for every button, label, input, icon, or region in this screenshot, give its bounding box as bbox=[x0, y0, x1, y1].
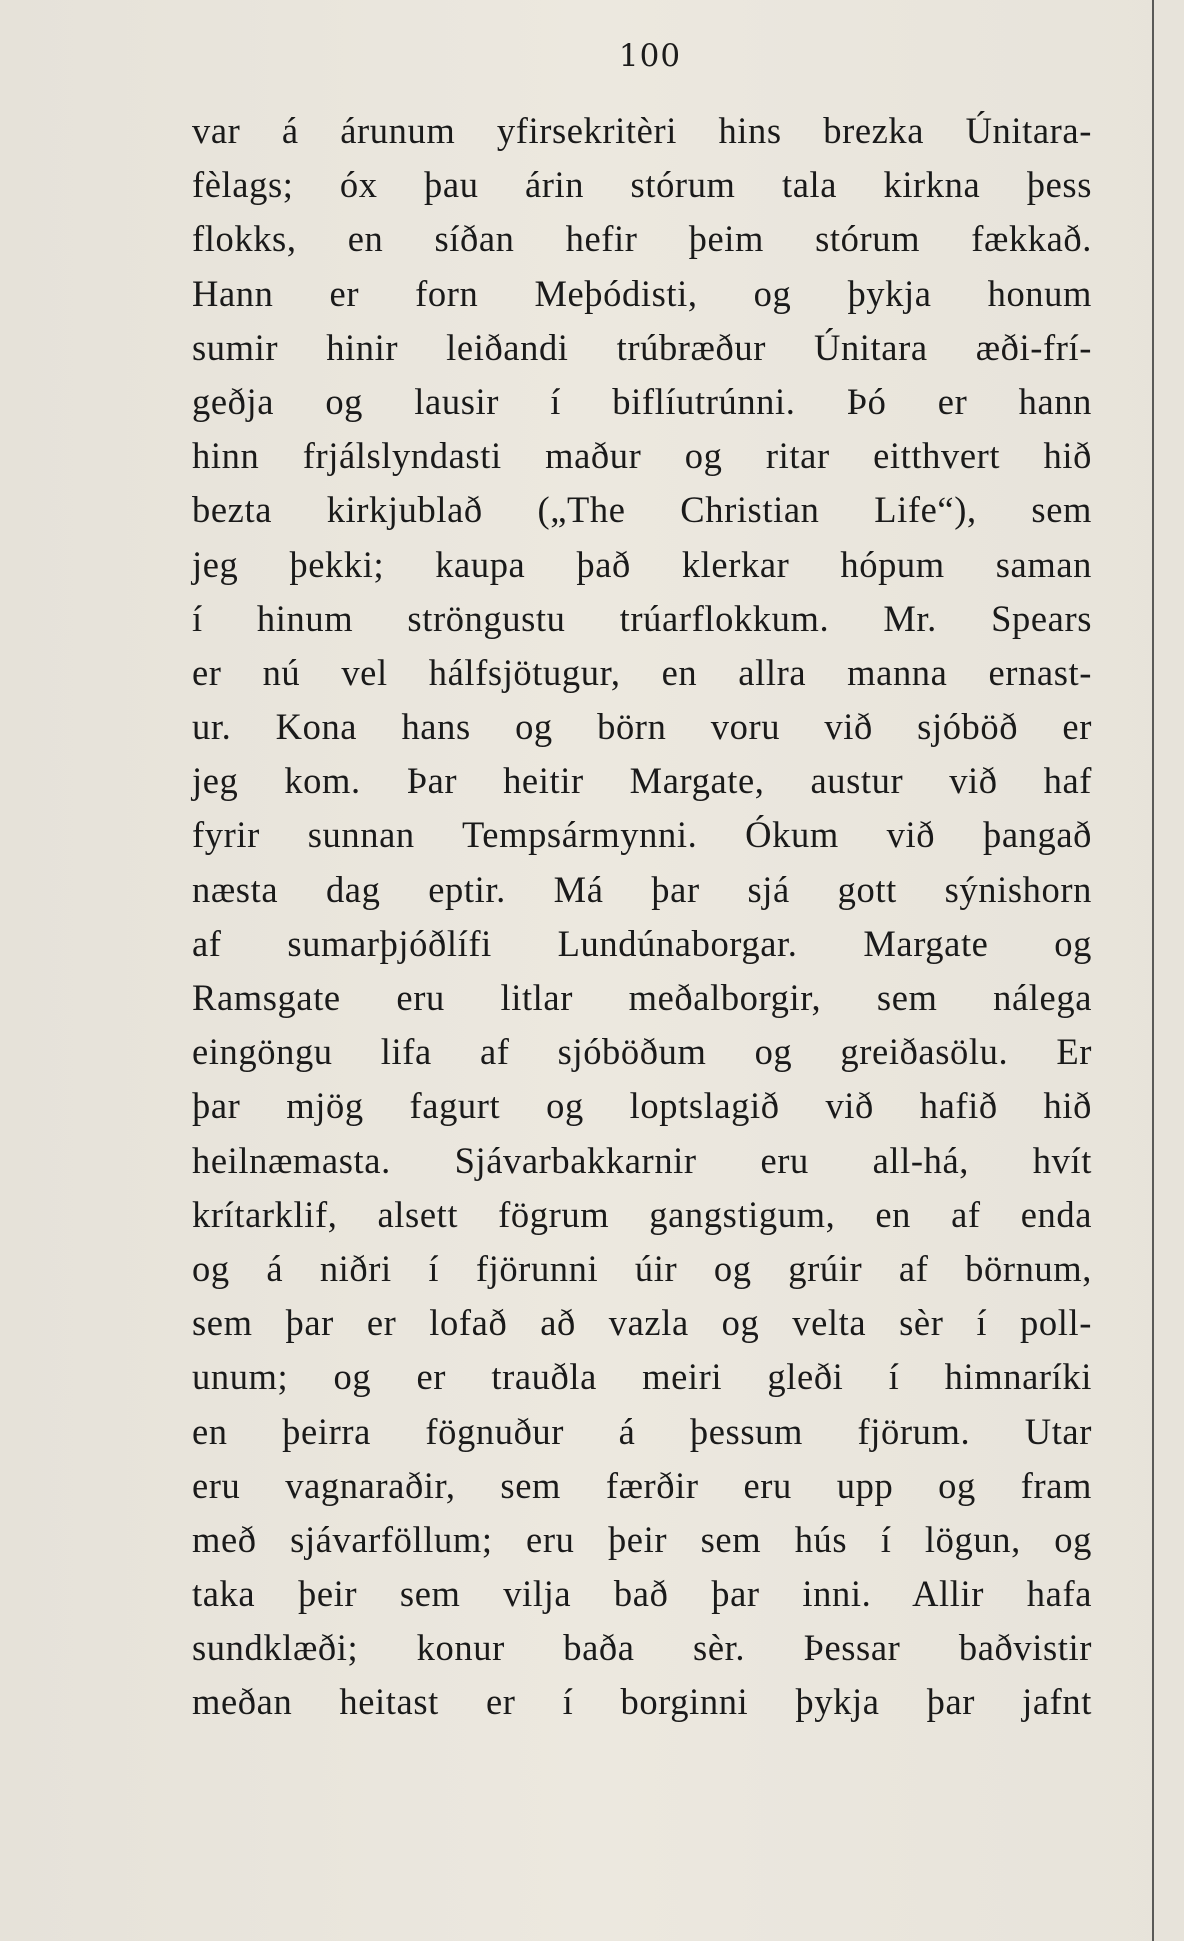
text-line: en þeirra fögnuður á þessum fjörum. Utar bbox=[192, 1410, 1092, 1452]
text-line: var á árunum yfirsekritèri hins brezka Únitara- bbox=[192, 110, 1092, 151]
text-line: af sumarþjóðlífi Lundúnaborgar. Margate og bbox=[192, 922, 1092, 964]
body-text bbox=[192, 104, 1092, 1730]
text-line: taka þeir sem vilja bað þar inni. Allir hafa bbox=[192, 1573, 1092, 1615]
text-line: Hann er forn Meþódisti, og þykja honum bbox=[192, 272, 1092, 314]
text-line: hinn frjálslyndasti maður og ritar eitthvert hið bbox=[192, 435, 1092, 477]
text-line: eru vagnaraðir, sem færðir eru upp og fram bbox=[192, 1464, 1092, 1506]
text-line: fyrir sunnan Tempsármynni. Ókum við þangað bbox=[192, 814, 1092, 856]
text-line: þar mjög fagurt og loptslagið við hafið hið bbox=[192, 1085, 1092, 1127]
text-line: eingöngu lifa af sjóböðum og greiðasölu. Er bbox=[192, 1031, 1092, 1073]
page-number: 100 bbox=[618, 38, 682, 74]
text-line: með sjávarföllum; eru þeir sem hús í lögun, og bbox=[192, 1518, 1092, 1560]
page-edge-shadow bbox=[1152, 0, 1154, 1941]
text-line: Ramsgate eru litlar meðalborgir, sem nálega bbox=[192, 977, 1092, 1018]
text-line: er nú vel hálfsjötugur, en allra manna ernast- bbox=[192, 651, 1092, 693]
text-line: geðja og lausir í biflíutrúnni. Þó er hann bbox=[192, 380, 1092, 422]
text-line: næsta dag eptir. Má þar sjá gott sýnishorn bbox=[192, 868, 1092, 910]
text-line: sem þar er lofað að vazla og velta sèr í poll- bbox=[192, 1302, 1092, 1344]
text-line: heilnæmasta. Sjávarbakkarnir eru all-há, hvít bbox=[192, 1139, 1092, 1181]
text-line: fèlags; óx þau árin stórum tala kirkna þess bbox=[192, 164, 1092, 206]
text-line: meðan heitast er í borginni þykja þar jafnt bbox=[192, 1681, 1092, 1723]
text-line: í hinum ströngustu trúarflokkum. Mr. Spears bbox=[192, 597, 1092, 639]
text-line: sundklæði; konur baða sèr. Þessar baðvistir bbox=[192, 1627, 1092, 1669]
text-line: flokks, en síðan hefir þeim stórum fækkað. bbox=[192, 218, 1092, 260]
text-line: jeg þekki; kaupa það klerkar hópum saman bbox=[192, 543, 1092, 585]
text-line: unum; og er trauðla meiri gleði í himnaríki bbox=[192, 1356, 1092, 1398]
text-line: bezta kirkjublað („The Christian Life“), sem bbox=[192, 489, 1092, 531]
text-line: og á niðri í fjörunni úir og grúir af börnum, bbox=[192, 1247, 1092, 1289]
text-line: jeg kom. Þar heitir Margate, austur við haf bbox=[192, 760, 1092, 802]
text-line: krítarklif, alsett fögrum gangstigum, en af enda bbox=[192, 1193, 1092, 1235]
text-line: sumir hinir leiðandi trúbræður Únitara æði-frí- bbox=[192, 326, 1092, 368]
text-line: ur. Kona hans og börn voru við sjóböð er bbox=[192, 706, 1092, 748]
